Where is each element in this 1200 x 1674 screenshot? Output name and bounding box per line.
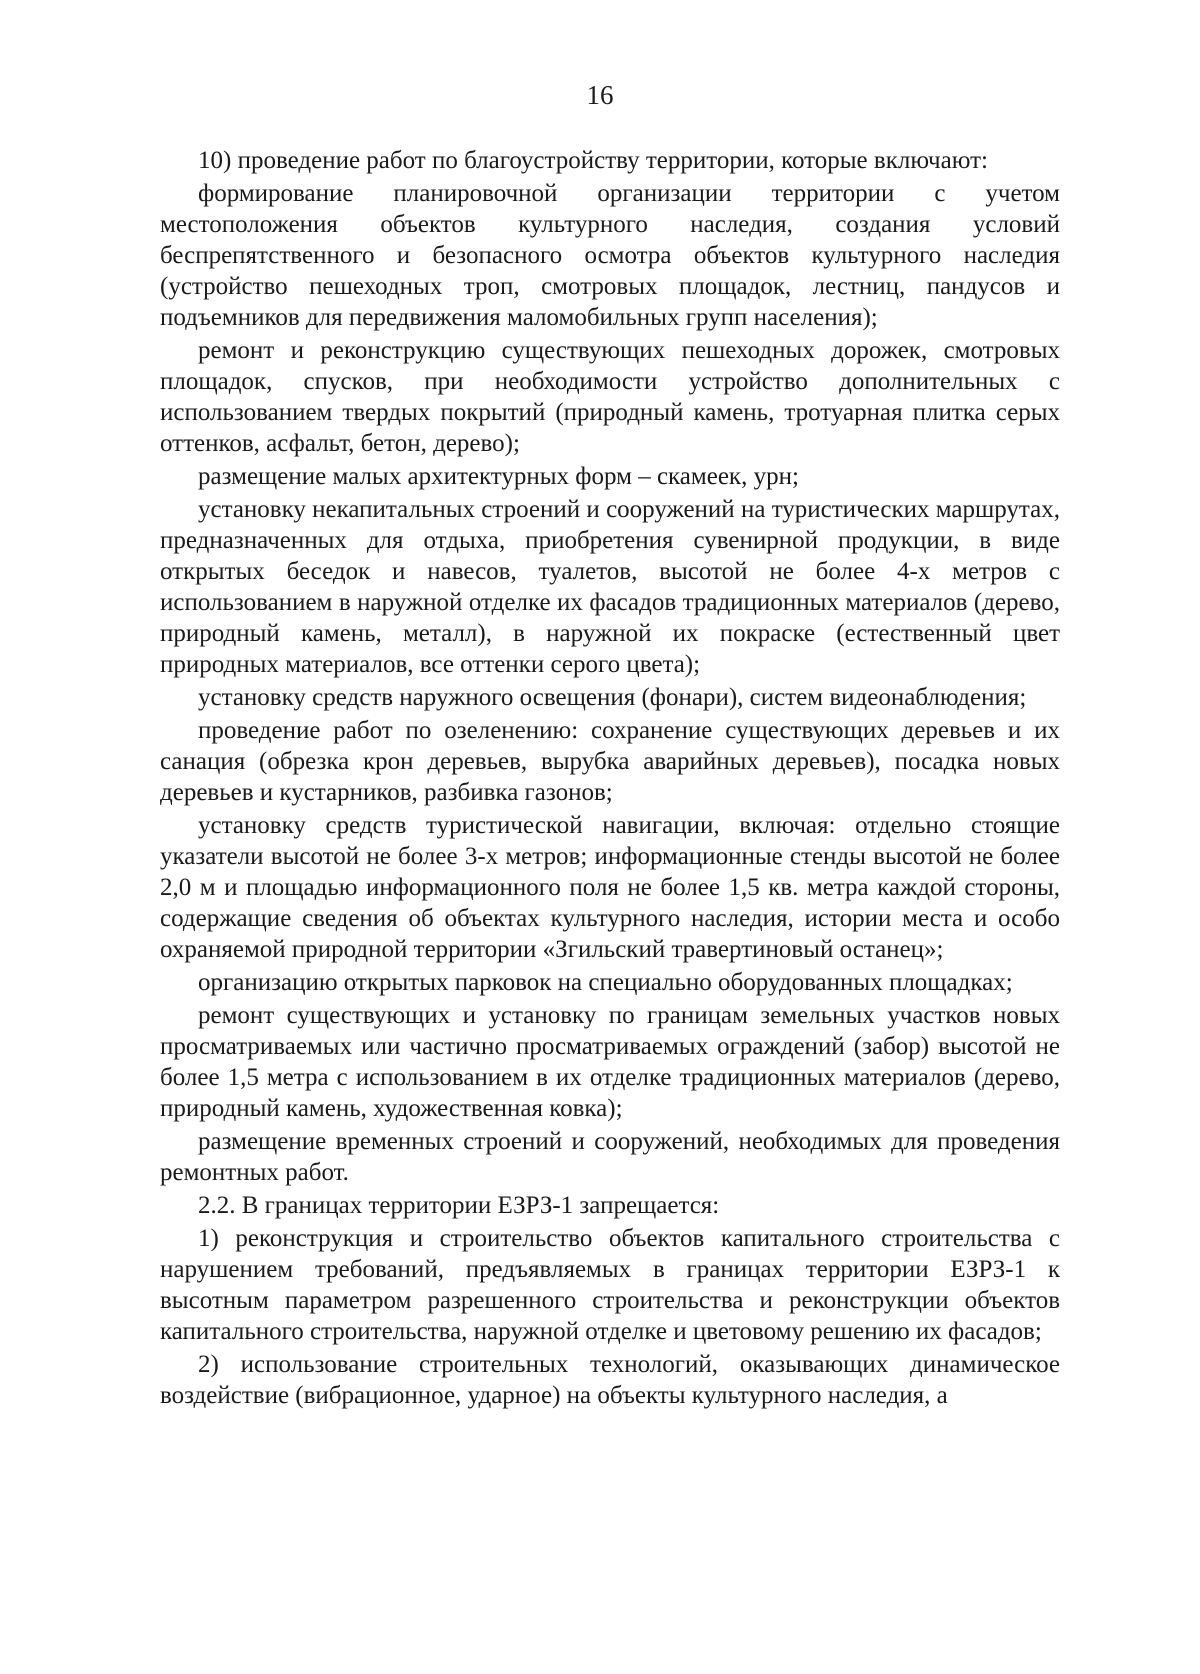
paragraph: 2.2. В границах территории ЕЗРЗ-1 запрещается:: [198, 1192, 720, 1219]
paragraph: установку некапитальных строений и сооружений на туристических маршрутах, предназначенных для отдыха, приобретения сувенирной продукции, в виде открытых беседок и навесов, туалетов, высотой не более 4-х метров с использованием в наружной отделке их фасадов традиционных материалов (дерево, природный камень, металл), в наружной их покраске (естественный цвет природных материалов, все оттенки серого цвета);: [160, 496, 1060, 678]
paragraph: формирование планировочной организации территории с учетом местоположения объектов культурного наследия, создания условий беспрепятственного и безопасного осмотра объектов культурного наследия (устройство пешеходных троп, смотровых площадок, лестниц, пандусов и подъемников для передвижения маломобильных групп населения);: [160, 180, 1060, 331]
paragraph: размещение временных строений и сооружений, необходимых для проведения ремонтных работ.: [160, 1128, 1060, 1186]
paragraph: размещение малых архитектурных форм – скамеек, урн;: [198, 463, 799, 490]
paragraph: 10) проведение работ по благоустройству территории, которые включают:: [198, 147, 988, 174]
page-number: 16: [586, 80, 614, 110]
document-body: [160, 145, 1060, 1413]
paragraph: организацию открытых парковок на специально оборудованных площадках;: [198, 969, 1013, 996]
paragraph: проведение работ по озеленению: сохранение существующих деревьев и их санация (обрезка крон деревьев, вырубка аварийных деревьев), посадка новых деревьев и кустарников, разбивка газонов;: [160, 717, 1060, 806]
paragraph: ремонт и реконструкцию существующих пешеходных дорожек, смотровых площадок, спусков, при необходимости устройство дополнительных с использованием твердых покрытий (природный камень, тротуарная плитка серых оттенков, асфальт, бетон, дерево);: [160, 337, 1060, 457]
paragraph: установку средств наружного освещения (фонари), систем видеонаблюдения;: [198, 684, 1027, 711]
paragraph: 2) использование строительных технологий, оказывающих динамическое воздействие (вибрационное, ударное) на объекты культурного наследия, а: [160, 1351, 1060, 1409]
paragraph: установку средств туристической навигации, включая: отдельно стоящие указатели высотой не более 3-х метров; информационные стенды высотой не более 2,0 м и площадью информационного поля не более 1,5 кв. метра каждой стороны, содержащие сведения об объектах культурного наследия, истории места и особо охраняемой природной территории «Згильский травертиновый останец»;: [160, 812, 1060, 963]
paragraph: ремонт существующих и установку по границам земельных участков новых просматриваемых или частично просматриваемых ограждений (забор) высотой не более 1,5 метра с использованием в их отделке традиционных материалов (дерево, природный камень, художественная ковка);: [160, 1002, 1060, 1122]
paragraph: 1) реконструкция и строительство объектов капитального строительства с нарушением требований, предъявляемых в границах территории ЕЗРЗ-1 к высотным параметром разрешенного строительства и реконструкции объектов капитального строительства, наружной отделке и цветовому решению их фасадов;: [160, 1225, 1060, 1345]
